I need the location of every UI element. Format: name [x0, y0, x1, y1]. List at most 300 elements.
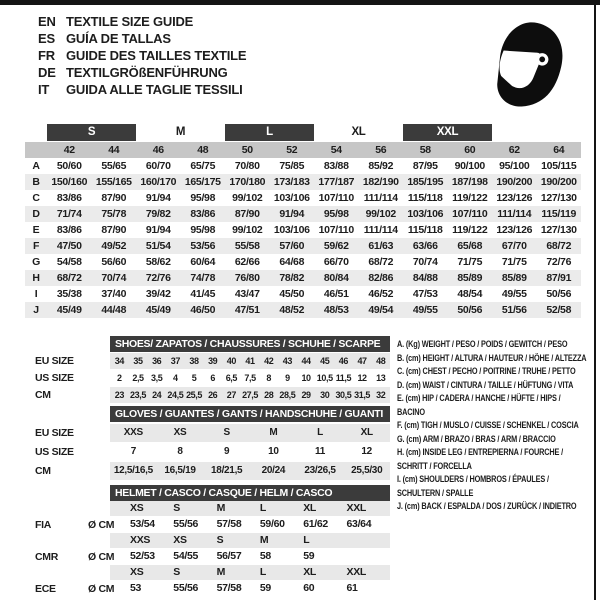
measure-value: 43/47: [234, 288, 260, 300]
shoes-value: 38: [189, 356, 199, 366]
helmet-standard-values: [130, 549, 390, 565]
shoes-value: 12: [357, 373, 367, 383]
helmet-size-label: XXS: [130, 534, 151, 546]
measure-value: 115/118: [407, 192, 443, 204]
measure-value: 47/51: [234, 304, 260, 316]
measure-value: 60/64: [190, 256, 216, 268]
measure-value: 67/70: [501, 240, 527, 252]
language-title-row: [38, 81, 246, 98]
language-code: EN: [38, 14, 56, 29]
measure-value: 58/62: [145, 256, 171, 268]
measure-value: 46/51: [323, 288, 349, 300]
measure-row-i: [25, 286, 581, 302]
measure-letter: H: [32, 272, 40, 284]
measure-value: 71/75: [501, 256, 527, 268]
measure-value: 182/190: [362, 176, 399, 188]
measure-value: 48/54: [457, 288, 483, 300]
gloves-value: 12: [361, 446, 372, 457]
legend-item-i: I. (cm) SHOULDERS / HOMBROS / ÉPAULES / SCHULTERN / SPALLE: [397, 474, 549, 498]
gloves-values: [110, 424, 390, 442]
measure-value: 91/94: [279, 208, 305, 220]
standard-name: FIA: [35, 519, 52, 531]
guide-title: GUIDA ALLE TAGLIE TESSILI: [66, 82, 243, 97]
legend-item-e: E. (cm) HIP / CADERA / HANCHE / HÜFTE / HIPS / BACINO: [397, 393, 561, 417]
standard-name: ECE: [35, 583, 56, 595]
measure-row-c: [25, 190, 581, 206]
measure-value: 35/38: [56, 288, 82, 300]
shoes-value: 30: [320, 390, 330, 400]
guide-title: TEXTILGRÖßENFÜHRUNG: [66, 65, 228, 80]
shoes-value: 40: [226, 356, 236, 366]
measure-value: 45/49: [56, 304, 82, 316]
measure-value: 60/70: [145, 160, 171, 172]
measure-letter: F: [32, 240, 40, 252]
helmet-size-value: 57/58: [216, 582, 242, 594]
measure-value: 111/114: [497, 208, 532, 220]
helmet-size-value: 57/58: [216, 518, 242, 530]
size-number: 64: [553, 144, 565, 156]
helmet-size-label: M: [216, 502, 226, 514]
shoes-row-label: CM: [35, 389, 51, 401]
measure-value: 177/187: [318, 176, 355, 188]
shoes-value: 31,5: [354, 390, 371, 400]
measure-value: 65/68: [457, 240, 483, 252]
gloves-value: XS: [173, 427, 187, 438]
measure-value: 37/40: [101, 288, 127, 300]
measure-value: 107/110: [318, 192, 354, 204]
shoes-value: 34: [114, 356, 124, 366]
gloves-value: 11: [315, 446, 326, 457]
shoes-row-label: EU SIZE: [35, 355, 74, 367]
language-code: IT: [38, 82, 50, 97]
measure-value: 95/98: [190, 192, 216, 204]
shoes-values: [110, 370, 390, 386]
shoes-value: 32: [376, 390, 386, 400]
measure-value: 68/72: [546, 240, 572, 252]
measure-value: 53/56: [190, 240, 216, 252]
gloves-value: 25,5/30: [351, 465, 383, 476]
legend-item-j: J. (cm) BACK / ESPALDA / DOS / ZURÜCK / INDIETRO: [397, 501, 577, 511]
size-number: 56: [375, 144, 387, 156]
measure-value: 41/45: [190, 288, 216, 300]
size-number: 58: [419, 144, 431, 156]
size-number: 62: [508, 144, 520, 156]
measure-value: 61/63: [368, 240, 394, 252]
helmet-size-value: 63/64: [346, 518, 372, 530]
shoes-value: 42: [264, 356, 274, 366]
measure-value: 185/195: [407, 176, 444, 188]
measure-value: 47/50: [56, 240, 82, 252]
measure-value: 123/126: [496, 192, 533, 204]
shoes-value: 46: [338, 356, 348, 366]
measure-letter: B: [32, 176, 40, 188]
measure-value: 71/75: [457, 256, 483, 268]
helmet-size-value: 58: [259, 550, 271, 562]
legend-item-h: H. (cm) INSIDE LEG / ENTREPIERNA / FOURCHE / SCHRITT / FORCELLA: [397, 447, 563, 471]
measure-value: 49/55: [412, 304, 438, 316]
measure-value: 119/122: [452, 224, 488, 236]
measure-value: 78/82: [279, 272, 305, 284]
measure-value: 76/80: [234, 272, 260, 284]
measure-value: 56/60: [101, 256, 127, 268]
measure-value: 46/50: [190, 304, 216, 316]
measure-value: 44/48: [101, 304, 127, 316]
measurement-legend: [397, 338, 589, 514]
measure-value: 74/78: [190, 272, 216, 284]
measure-row-f: [25, 238, 581, 254]
measure-row-d: [25, 206, 581, 222]
measure-value: 70/80: [234, 160, 260, 172]
size-number: 48: [197, 144, 209, 156]
shoes-value: 28: [264, 390, 274, 400]
measure-value: 111/114: [363, 224, 398, 236]
gloves-value: 8: [177, 446, 183, 457]
measure-value: 99/102: [232, 192, 263, 204]
helmet-size-labels: [110, 565, 390, 580]
helmet-size-value: 54/55: [173, 550, 199, 562]
measure-value: 83/86: [56, 224, 82, 236]
shoes-value: 28,5: [279, 390, 296, 400]
measure-value: 87/90: [101, 192, 127, 204]
shoes-value: 4: [173, 373, 178, 383]
measure-value: 51/56: [501, 304, 527, 316]
shoes-value: 35: [133, 356, 143, 366]
helmet-table-title: HELMET / CASCO / CASQUE / HELM / CASCO: [110, 485, 390, 501]
size-band-row: [25, 124, 581, 141]
measure-letter: C: [32, 192, 40, 204]
guide-title: GUÍA DE TALLAS: [66, 31, 171, 46]
band-spacer: [25, 124, 47, 141]
measure-value: 103/106: [407, 208, 444, 220]
measure-value: 49/54: [368, 304, 394, 316]
right-border: [594, 0, 596, 600]
measure-value: 62/66: [234, 256, 260, 268]
measure-value: 150/160: [51, 176, 88, 188]
shoes-value: 29: [301, 390, 311, 400]
size-number: 44: [108, 144, 120, 156]
gloves-value: 9: [224, 446, 230, 457]
shoes-value: 6,5: [225, 373, 238, 383]
shoes-value: 10,5: [316, 373, 333, 383]
shoes-value: 25,5: [186, 390, 202, 400]
measure-value: 91/94: [145, 224, 171, 236]
measure-value: 50/56: [457, 304, 483, 316]
helmet-size-label: [346, 533, 389, 548]
helmet-size-label: XS: [130, 566, 144, 578]
measure-value: 83/86: [56, 192, 82, 204]
gloves-value: 7: [130, 446, 136, 457]
measure-value: 91/94: [145, 192, 171, 204]
measure-value: 190/200: [540, 176, 577, 188]
language-title-row: [38, 64, 246, 81]
measure-value: 55/58: [234, 240, 260, 252]
measure-value: 85/89: [457, 272, 483, 284]
measure-value: 103/106: [273, 224, 310, 236]
corner-cell: [25, 142, 47, 158]
measure-letter: E: [32, 224, 40, 236]
helmet-size-label: M: [216, 566, 226, 578]
shoes-value: 7,5: [244, 373, 256, 383]
helmet-size-value: 53/54: [130, 518, 155, 530]
legend-item-f: F. (cm) TIGH / MUSLO / CUISSE / SCHENKEL / COSCIA: [397, 420, 579, 430]
shoes-value: 2,5: [132, 373, 144, 383]
size-band-l: L: [225, 124, 314, 141]
helmet-size-header-row: [35, 533, 581, 549]
standard-name: CMR: [35, 551, 59, 563]
measure-value: 99/102: [232, 224, 263, 236]
measure-value: 105/115: [541, 160, 577, 172]
helmet-size-value: 55/56: [173, 518, 199, 530]
shoes-value: 27,5: [242, 390, 258, 400]
measure-letter: G: [32, 256, 40, 268]
gloves-value: S: [223, 427, 230, 438]
legend-item-c: C. (cm) CHEST / PECHO / POITRINE / TRUHE / PETTO: [397, 366, 576, 376]
legend-item-a: A. (Kg) WEIGHT / PESO / POIDS / GEWITCH / PESO: [397, 339, 568, 349]
helmet-size-label: XS: [173, 534, 187, 546]
shoes-value: 23: [114, 390, 124, 400]
shoes-value: 3,5: [151, 373, 163, 383]
measure-value: 95/98: [190, 224, 216, 236]
language-title-row: [38, 13, 246, 30]
gloves-values: [110, 462, 390, 480]
shoes-value: 37: [170, 356, 180, 366]
measure-value: 49/55: [501, 288, 527, 300]
helmet-icon: [488, 18, 568, 112]
measure-value: 68/72: [368, 256, 394, 268]
measure-value: 47/53: [412, 288, 438, 300]
shoes-row-label: US SIZE: [35, 372, 74, 384]
helmet-standard-row-cmr: [35, 549, 581, 565]
measure-value: 165/175: [184, 176, 221, 188]
shoes-value: 39: [208, 356, 218, 366]
gloves-value: 12,5/16,5: [113, 465, 153, 476]
diameter-unit: Ø CM: [88, 519, 115, 531]
measure-value: 68/72: [56, 272, 82, 284]
measure-value: 39/42: [145, 288, 171, 300]
measure-value: 45/49: [145, 304, 171, 316]
shoes-values: [110, 387, 390, 403]
legend-item-g: G. (cm) ARM / BRAZO / BRAS / ARM / BRACCIO: [397, 433, 556, 444]
legend-item-d: D. (cm) WAIST / CINTURA / TAILLE / HÜFTUNG / VITA: [397, 379, 574, 390]
measure-value: 75/78: [101, 208, 127, 220]
helmet-size-label: M: [259, 534, 269, 546]
helmet-size-label: L: [303, 534, 310, 546]
measure-letter: J: [33, 304, 39, 316]
shoes-value: 24,5: [167, 390, 184, 400]
shoes-value: 8: [266, 373, 272, 383]
measure-value: 187/198: [451, 176, 488, 188]
measure-value: 123/126: [496, 224, 533, 236]
measure-value: 70/74: [412, 256, 438, 268]
measure-row-g: [25, 254, 581, 270]
measure-value: 70/74: [101, 272, 127, 284]
gloves-value: M: [269, 427, 278, 438]
measure-value: 48/52: [279, 304, 305, 316]
gloves-row-label: EU SIZE: [35, 427, 74, 439]
helmet-size-label: XL: [303, 566, 317, 578]
size-number: 42: [63, 144, 75, 156]
size-number: 50: [241, 144, 253, 156]
gloves-value: 20/24: [261, 465, 286, 476]
helmet-size-value: 61/62: [303, 518, 328, 530]
measure-value: 115/118: [407, 224, 443, 236]
legend-item-b: B. (cm) HEIGHT / ALTURA / HAUTEUR / HÖHE / ALTEZZA: [397, 352, 587, 363]
shoes-value: 6: [210, 373, 215, 383]
helmet-size-labels: [110, 533, 390, 548]
helmet-standard-values: [130, 517, 390, 533]
size-number: 52: [286, 144, 298, 156]
shoes-value: 26: [208, 390, 218, 400]
shoes-value: 48: [376, 356, 386, 366]
measure-value: 59/62: [323, 240, 349, 252]
measure-value: 64/68: [279, 256, 305, 268]
helmet-size-label: L: [259, 566, 267, 578]
measure-value: 66/70: [323, 256, 349, 268]
helmet-size-value: 53: [130, 582, 142, 594]
helmet-size-value: 59: [303, 550, 315, 562]
helmet-size-label: S: [173, 566, 181, 578]
shoes-values: [110, 353, 390, 369]
shoes-value: 45: [320, 356, 330, 366]
measure-value: 84/88: [412, 272, 438, 284]
helmet-size-label: XXL: [346, 566, 367, 578]
helmet-size-label: L: [259, 502, 267, 514]
gloves-value: 18/21,5: [211, 465, 243, 476]
shoes-table-title: SHOES/ ZAPATOS / CHAUSSURES / SCHUHE / SCARPE: [110, 336, 390, 352]
language-title-list: [38, 13, 246, 98]
gloves-value: XXS: [123, 427, 143, 438]
measure-row-e: [25, 222, 581, 238]
helmet-size-label: XXL: [346, 502, 367, 514]
helmet-size-value: 61: [346, 582, 358, 594]
language-title-row: [38, 30, 246, 47]
gloves-value: 10: [268, 446, 279, 457]
guide-title: GUIDE DES TAILLES TEXTILE: [66, 48, 247, 63]
size-number: 60: [464, 144, 476, 156]
measure-value: 111/114: [363, 192, 398, 204]
gloves-value: XL: [360, 427, 373, 438]
helmet-size-value: 52/53: [130, 550, 155, 562]
shoes-value: 10: [301, 373, 311, 383]
gloves-value: 16,5/19: [164, 465, 196, 476]
language-code: FR: [38, 48, 55, 63]
measure-value: 72/76: [145, 272, 171, 284]
size-band-xxl: XXL: [403, 124, 492, 141]
language-code: DE: [38, 65, 56, 80]
helmet-size-value: 55/56: [173, 582, 199, 594]
size-number-row: [25, 142, 581, 158]
measure-value: 51/54: [145, 240, 171, 252]
measure-value: 75/85: [279, 160, 305, 172]
helmet-standard-values: [130, 581, 390, 597]
shoes-value: 23,5: [130, 390, 146, 400]
measure-letter: D: [32, 208, 40, 220]
gloves-row-label: US SIZE: [35, 446, 74, 458]
measure-value: 87/95: [412, 160, 438, 172]
helmet-size-label: S: [216, 534, 224, 546]
helmet-size-value: 59: [259, 582, 271, 594]
language-title-row: [38, 47, 246, 64]
measure-value: 87/91: [546, 272, 572, 284]
size-band-m: M: [175, 126, 186, 138]
helmet-size-value: [346, 549, 389, 565]
measure-value: 65/75: [190, 160, 216, 172]
measure-value: 127/130: [540, 192, 577, 204]
measure-row-a: [25, 158, 581, 174]
measure-value: 72/76: [546, 256, 572, 268]
size-band-s: S: [47, 124, 136, 141]
shoes-value: 2: [117, 373, 122, 383]
measure-value: 48/53: [323, 304, 349, 316]
size-number: 54: [330, 144, 342, 156]
measure-value: 95/100: [499, 160, 530, 172]
measure-value: 99/102: [365, 208, 396, 220]
shoes-value: 27: [226, 390, 236, 400]
gloves-table-title: GLOVES / GUANTES / GANTS / HANDSCHUHE / GUANTI: [110, 406, 390, 422]
measure-value: 52/58: [546, 304, 572, 316]
measure-value: 80/84: [323, 272, 349, 284]
measure-value: 55/65: [101, 160, 127, 172]
measure-value: 83/88: [323, 160, 349, 172]
helmet-size-header-row: [35, 565, 581, 581]
gloves-row-label: CM: [35, 465, 51, 477]
helmet-standard-row-ece: [35, 581, 581, 597]
shoes-value: 24: [152, 390, 162, 400]
helmet-size-value: 59/60: [259, 518, 285, 530]
measure-value: 49/52: [101, 240, 127, 252]
measure-value: 87/90: [234, 208, 260, 220]
helmet-size-label: XS: [130, 502, 144, 514]
shoes-value: 5: [191, 373, 197, 383]
measure-row-j: [25, 302, 581, 318]
measure-value: 87/90: [101, 224, 127, 236]
size-number: 46: [152, 144, 164, 156]
shoes-value: 13: [376, 373, 386, 383]
shoes-value: 30,5: [335, 390, 352, 400]
measure-value: 71/74: [56, 208, 82, 220]
measure-value: 45/50: [279, 288, 305, 300]
shoes-value: 9: [285, 373, 290, 383]
measure-value: 160/170: [140, 176, 177, 188]
diameter-unit: Ø CM: [88, 583, 115, 595]
measure-letter: I: [34, 288, 38, 300]
measure-letter: A: [32, 160, 40, 172]
helmet-standard-row-fia: [35, 517, 581, 533]
gloves-values: [110, 443, 390, 461]
measure-value: 119/122: [452, 192, 488, 204]
measure-value: 127/130: [540, 224, 577, 236]
measure-value: 95/98: [323, 208, 349, 220]
measure-value: 82/86: [368, 272, 394, 284]
measure-value: 63/66: [412, 240, 438, 252]
measure-row-b: [25, 174, 581, 190]
gloves-value: L: [317, 427, 323, 438]
measure-value: 173/183: [273, 176, 310, 188]
measure-value: 54/58: [56, 256, 82, 268]
measure-value: 46/52: [368, 288, 394, 300]
measure-value: 107/110: [318, 224, 354, 236]
measure-value: 50/60: [56, 160, 82, 172]
textile-size-table: [25, 124, 581, 318]
diameter-unit: Ø CM: [88, 551, 115, 563]
shoes-value: 47: [357, 356, 367, 366]
shoes-value: 11,5: [335, 373, 352, 383]
guide-title: TEXTILE SIZE GUIDE: [66, 14, 194, 29]
helmet-size-value: 60: [303, 582, 315, 594]
measure-value: 155/165: [95, 176, 132, 188]
shoes-value: 44: [301, 356, 311, 366]
measure-value: 57/60: [279, 240, 305, 252]
